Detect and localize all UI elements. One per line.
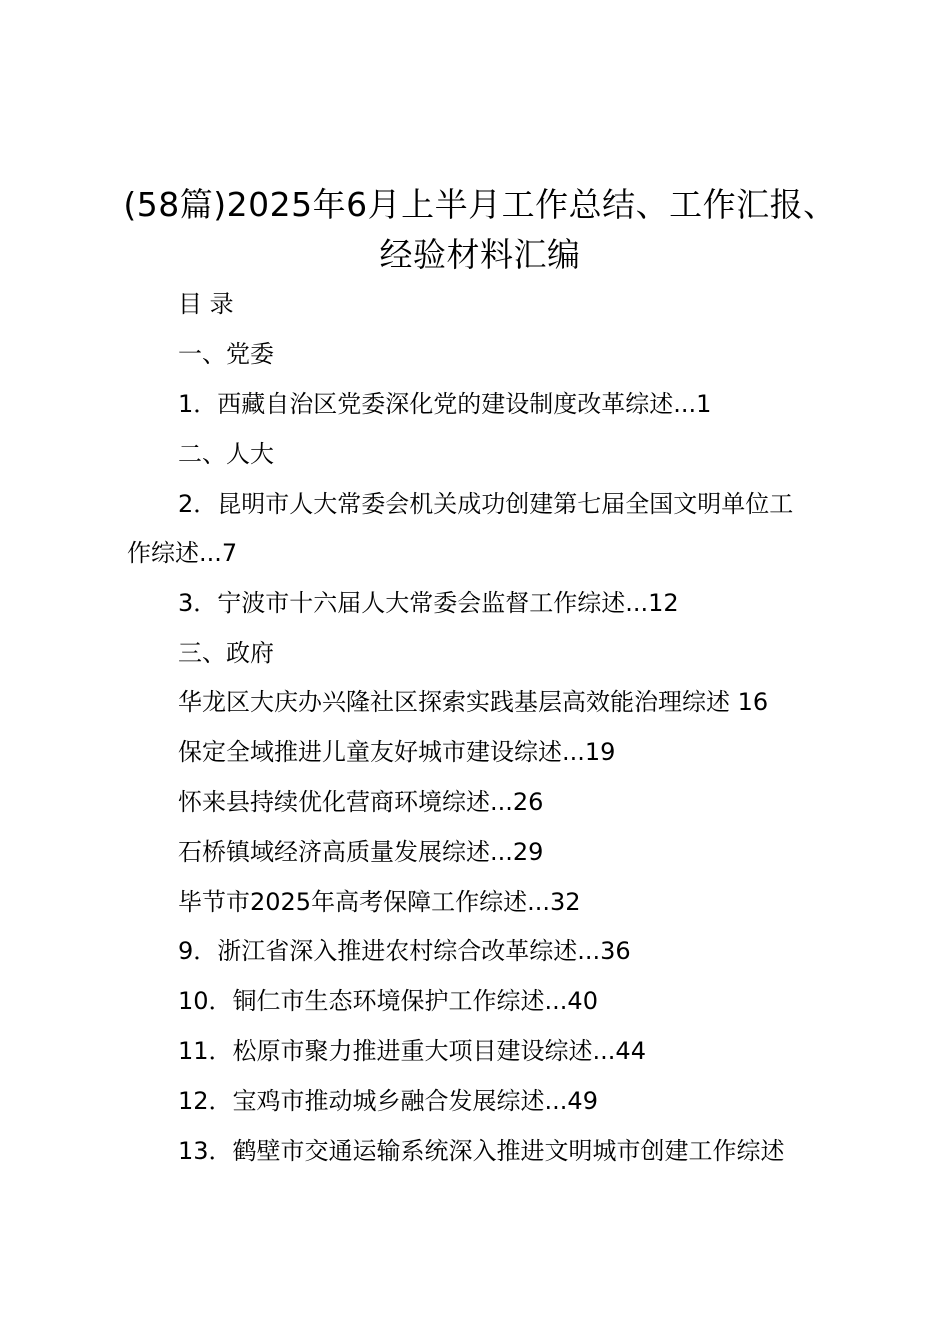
toc-entry: 华龙区大庆办兴隆社区探索实践基层高效能治理综述 16	[178, 688, 769, 716]
toc-entry: 保定全域推进儿童友好城市建设综述...19	[178, 738, 616, 766]
toc-entry: 2．昆明市人大常委会机关成功创建第七届全国文明单位工	[178, 490, 794, 518]
toc-entry: 13．鹤壁市交通运输系统深入推进文明城市创建工作综述	[178, 1137, 785, 1165]
toc-entry: 10．铜仁市生态环境保护工作综述...40	[178, 987, 598, 1015]
toc-entry: 12．宝鸡市推动城乡融合发展综述...49	[178, 1087, 598, 1115]
toc-entry: 9．浙江省深入推进农村综合改革综述...36	[178, 937, 631, 965]
toc-entry: 毕节市2025年高考保障工作综述...32	[178, 888, 581, 916]
toc-entry: 怀来县持续优化营商环境综述...26	[178, 788, 544, 816]
toc-section-government: 三、政府	[178, 639, 274, 667]
toc-entry: 3．宁波市十六届人大常委会监督工作综述...12	[178, 589, 679, 617]
document-title: (58篇)2025年6月上半月工作总结、工作汇报、经验材料汇编	[123, 185, 837, 274]
toc-entry-continuation: 作综述...7	[127, 539, 238, 567]
toc-entry: 11．松原市聚力推进重大项目建设综述...44	[178, 1037, 646, 1065]
toc-entry: 1．西藏自治区党委深化党的建设制度改革综述...1	[178, 390, 712, 418]
toc-entry: 石桥镇域经济高质量发展综述...29	[178, 838, 544, 866]
toc-section-party: 一、党委	[178, 340, 274, 368]
toc-heading: 目 录	[178, 290, 234, 318]
toc-section-npc: 二、人大	[178, 440, 274, 468]
